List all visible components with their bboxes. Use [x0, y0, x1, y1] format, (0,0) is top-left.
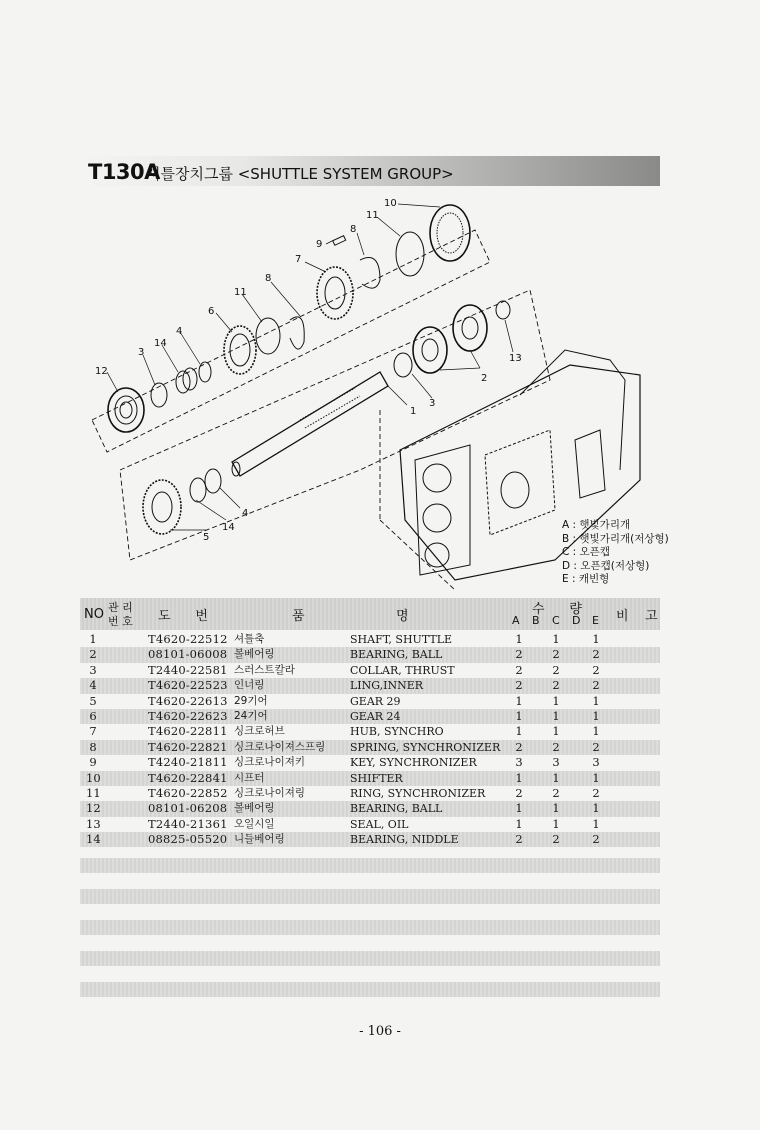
callout-9: 9	[316, 239, 323, 250]
header-col-d: D	[572, 614, 581, 627]
header-col-e: E	[592, 614, 599, 627]
header-mgmt-top: 관 리	[108, 601, 133, 614]
legend-d: D : 오픈캡(저상형)	[562, 559, 650, 572]
callout-6: 6	[208, 306, 215, 317]
callout-8: 8	[265, 273, 272, 284]
header-col-a: A	[512, 614, 520, 627]
legend-a: A : 햇빛가리개	[562, 519, 631, 531]
callout-5: 5	[203, 532, 210, 543]
table-row: 13 T2440-21361 오일시일 SEAL, OIL 1 1 1	[86, 816, 600, 831]
table-row: 3 T2440-22581 스러스트칼라 COLLAR, THRUST 2 2 2	[89, 662, 600, 677]
callout-11: 11	[234, 287, 247, 298]
table-empty-row	[80, 982, 660, 997]
table-empty-row	[80, 951, 660, 966]
header-col-c: C	[552, 614, 560, 627]
header-name-ko: 품	[292, 609, 305, 624]
callout-3b: 3	[429, 398, 436, 409]
callout-8b: 8	[350, 224, 357, 235]
callout-12: 12	[95, 366, 108, 377]
table-empty-row	[80, 920, 660, 935]
parts-table-body	[80, 632, 660, 847]
callout-2: 2	[481, 373, 488, 384]
table-row: 9 T4240-21811 싱크로나이져키 KEY, SYNCHRONIZER 3 3 3	[89, 755, 600, 770]
header-remarks: 비 고	[616, 609, 658, 624]
table-row: 14 08825-05520 니들베어링 BEARING, NIDDLE 2 2 2	[80, 832, 660, 847]
callout-11b: 11	[366, 210, 379, 221]
callout-1: 1	[410, 406, 417, 417]
model-code: T130A	[88, 160, 160, 184]
header-no: NO	[84, 607, 104, 622]
legend-b: B : 햇빛가리개(저상형)	[562, 532, 669, 545]
callout-4: 4	[176, 326, 183, 337]
callout-13: 13	[509, 353, 522, 364]
callout-10: 10	[384, 198, 397, 209]
header-qty: 수 량	[532, 602, 582, 617]
table-row: 12 08101-06208 볼베어링 BEARING, BALL 1 1 1	[80, 801, 660, 816]
legend-e: E : 캐빈형	[562, 573, 610, 585]
table-row: 7 T4620-22811 싱크로허브 HUB, SYNCHRO 1 1 1	[89, 724, 600, 739]
table-row: 5 T4620-22613 29기어 GEAR 29 1 1 1	[89, 693, 600, 708]
header-part-no: 도 번	[158, 609, 208, 624]
table-row: 6 T4620-22623 24기어 GEAR 24 1 1 1	[80, 709, 660, 724]
legend-c: C : 오픈캡	[562, 546, 610, 558]
callout-3: 3	[138, 347, 145, 358]
table-row: 1 T4620-22512 셔틀축 SHAFT, SHUTTLE 1 1 1	[89, 632, 600, 646]
header-mgmt-bottom: 번 호	[108, 615, 133, 628]
callout-14: 14	[154, 338, 167, 349]
table-row: 8 T4620-22821 싱크로나이져스프링 SPRING, SYNCHRONIZER 2 2 2	[80, 740, 660, 755]
page-title: 셔틀장치그룹 <SHUTTLE SYSTEM GROUP>	[146, 165, 454, 183]
variant-legend	[562, 519, 669, 587]
header-col-b: B	[532, 614, 540, 627]
table-empty-row	[80, 858, 660, 873]
callout-14b: 14	[222, 522, 235, 533]
table-row: 11 T4620-22852 싱크로나이져링 RING, SYNCHRONIZER 2 2 2	[86, 785, 600, 800]
table-row: 2 08101-06008 볼베어링 BEARING, BALL 2 2 2	[80, 647, 660, 662]
table-empty-row	[80, 889, 660, 904]
callout-7: 7	[295, 254, 302, 265]
parts-table-header	[80, 598, 660, 630]
page-number: - 106 -	[359, 1024, 401, 1039]
table-row: 4 T4620-22523 인너링 LING,INNER 2 2 2	[80, 678, 660, 693]
table-row: 10 T4620-22841 시프터 SHIFTER 1 1 1	[80, 771, 660, 786]
header-name-en: 명	[396, 609, 409, 624]
callout-4b: 4	[242, 508, 249, 519]
